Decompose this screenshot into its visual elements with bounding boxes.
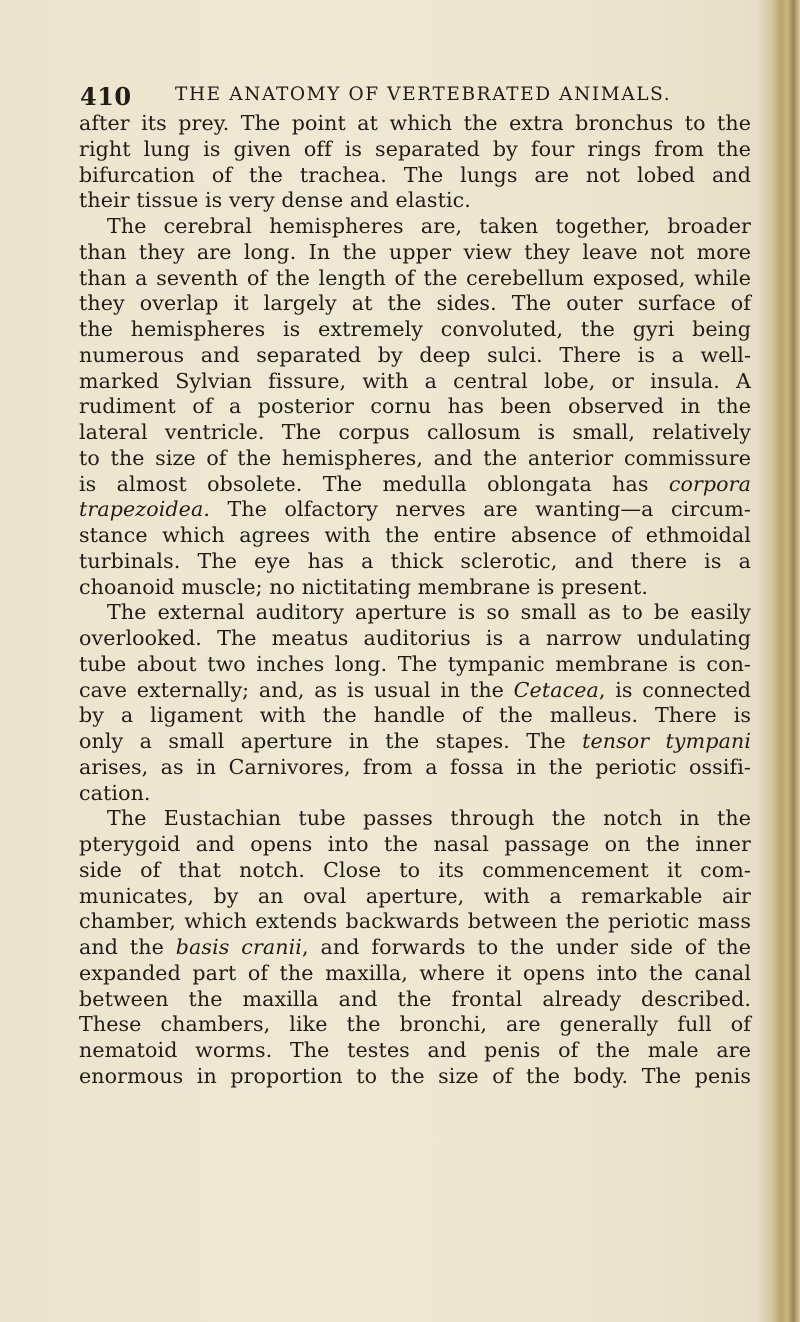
text-line-content: chamber, which extends backwards between the periotic mass — [79, 909, 751, 934]
text-line — [79, 678, 751, 704]
text-line-content: choanoid muscle; no nictitating membrane is present. — [79, 574, 648, 599]
text-line — [79, 575, 751, 601]
text-line-content: The Eustachian tube passes through the notch in the — [107, 806, 751, 831]
text-line-content: municates, by an oval aperture, with a remarkable air — [79, 883, 751, 908]
text-line — [79, 781, 751, 807]
text-line-content: to the size of the hemispheres, and the anterior commissure — [79, 445, 751, 470]
text-line — [79, 343, 751, 369]
text-line — [79, 909, 751, 935]
text-line — [79, 884, 751, 910]
text-line-content: the hemispheres is extremely convoluted, the gyri being — [79, 317, 751, 341]
text-line — [79, 163, 751, 189]
text-line-content: by a ligament with the handle of the malleus. There is — [79, 703, 751, 728]
text-line-content: than they are long. In the upper view they leave not more — [79, 239, 751, 264]
text-line — [79, 188, 751, 214]
text-line-content: nematoid worms. The testes and penis of the male are — [79, 1038, 751, 1062]
text-line — [79, 369, 751, 395]
text-line-content: The cerebral hemispheres are, taken together, broader — [107, 214, 751, 238]
running-title: THE ANATOMY OF VERTEBRATED ANIMALS. — [175, 84, 672, 105]
text-line-content: pterygoid and opens into the nasal passage on the inner — [79, 832, 751, 856]
page-number: 410 — [80, 82, 132, 111]
text-line — [79, 832, 751, 858]
text-line-content: cation. — [79, 780, 151, 805]
text-line — [79, 703, 751, 729]
text-line-content: , is connected — [598, 677, 751, 702]
text-line — [79, 600, 751, 626]
text-line — [79, 111, 751, 137]
text-line-content: numerous and separated by deep sulci. There is a well- — [79, 342, 751, 367]
text-line — [79, 317, 751, 343]
text-line — [79, 523, 751, 549]
text-line — [79, 806, 751, 832]
text-line-content: The external auditory aperture is so small as to be easily — [107, 600, 751, 625]
text-line-content: after its prey. The point at which the extra bronchus to the — [79, 111, 751, 135]
text-line-content: than a seventh of the length of the cerebellum exposed, while — [79, 265, 751, 290]
text-line — [79, 394, 751, 420]
text-line — [79, 549, 751, 575]
text-line-content: cave externally; and, as is usual in the — [79, 677, 514, 702]
text-line-content: rudiment of a posterior cornu has been observed in the — [79, 394, 751, 419]
text-line-content: side of that notch. Close to its commencement it com- — [79, 857, 751, 882]
text-line-content: bifurcation of the trachea. The lungs are not lobed and — [79, 162, 751, 187]
text-line-content: and the — [79, 935, 176, 959]
text-line — [79, 291, 751, 317]
italic-term: basis cranii — [175, 935, 302, 959]
text-line-content: enormous in proportion to the size of the body. The penis — [79, 1063, 751, 1088]
italic-term: tensor tympani — [582, 729, 752, 753]
text-line-content: These chambers, like the bronchi, are generally full of — [79, 1012, 751, 1037]
text-line-content: turbinals. The eye has a thick sclerotic, and there is a — [79, 548, 751, 573]
text-line — [79, 1038, 751, 1064]
text-line — [79, 137, 751, 163]
text-line — [79, 858, 751, 884]
text-line — [79, 729, 751, 755]
text-line-content: between the maxilla and the frontal already described. — [79, 986, 751, 1011]
text-line-content: stance which agrees with the entire absence of ethmoidal — [79, 523, 751, 547]
text-line — [79, 420, 751, 446]
italic-term: Cetacea — [513, 677, 599, 702]
text-line-content: . The olfactory nerves are wanting—a circum- — [203, 497, 751, 522]
text-line — [79, 214, 751, 240]
text-line — [79, 497, 751, 523]
text-line — [79, 266, 751, 292]
text-line-content: lateral ventricle. The corpus callosum is small, relatively — [79, 420, 751, 444]
text-line-content: expanded part of the maxilla, where it opens into the canal — [79, 960, 751, 985]
text-line — [79, 961, 751, 987]
text-line-content: only a small aperture in the stapes. The — [79, 729, 583, 753]
text-line — [79, 652, 751, 678]
text-line — [79, 1012, 751, 1038]
text-line — [79, 755, 751, 781]
text-line-content: tube about two inches long. The tympanic membrane is con- — [79, 651, 751, 676]
text-line-content: right lung is given off is separated by four rings from the — [79, 136, 751, 161]
text-line-content: they overlap it largely at the sides. The outer surface of — [79, 291, 751, 316]
text-line — [79, 472, 751, 498]
text-line-content: is almost obsolete. The medulla oblongata has — [79, 471, 669, 496]
italic-term: corpora — [668, 471, 751, 496]
text-line — [79, 987, 751, 1013]
text-line-content: arises, as in Carnivores, from a fossa in the periotic ossifi- — [79, 754, 751, 779]
text-line — [79, 446, 751, 472]
body-text — [79, 111, 751, 1090]
text-line — [79, 626, 751, 652]
running-head — [80, 82, 730, 112]
text-line-content: marked Sylvian fissure, with a central lobe, or insula. A — [79, 368, 751, 393]
text-line — [79, 935, 751, 961]
text-line-content: , and forwards to the under side of the — [302, 935, 751, 959]
text-line-content: overlooked. The meatus auditorius is a narrow undulating — [79, 626, 751, 650]
text-line — [79, 240, 751, 266]
page-binding-edge — [758, 0, 800, 1322]
italic-term: trapezoidea — [79, 497, 204, 522]
text-line-content: their tissue is very dense and elastic. — [79, 188, 471, 213]
text-line — [79, 1064, 751, 1090]
